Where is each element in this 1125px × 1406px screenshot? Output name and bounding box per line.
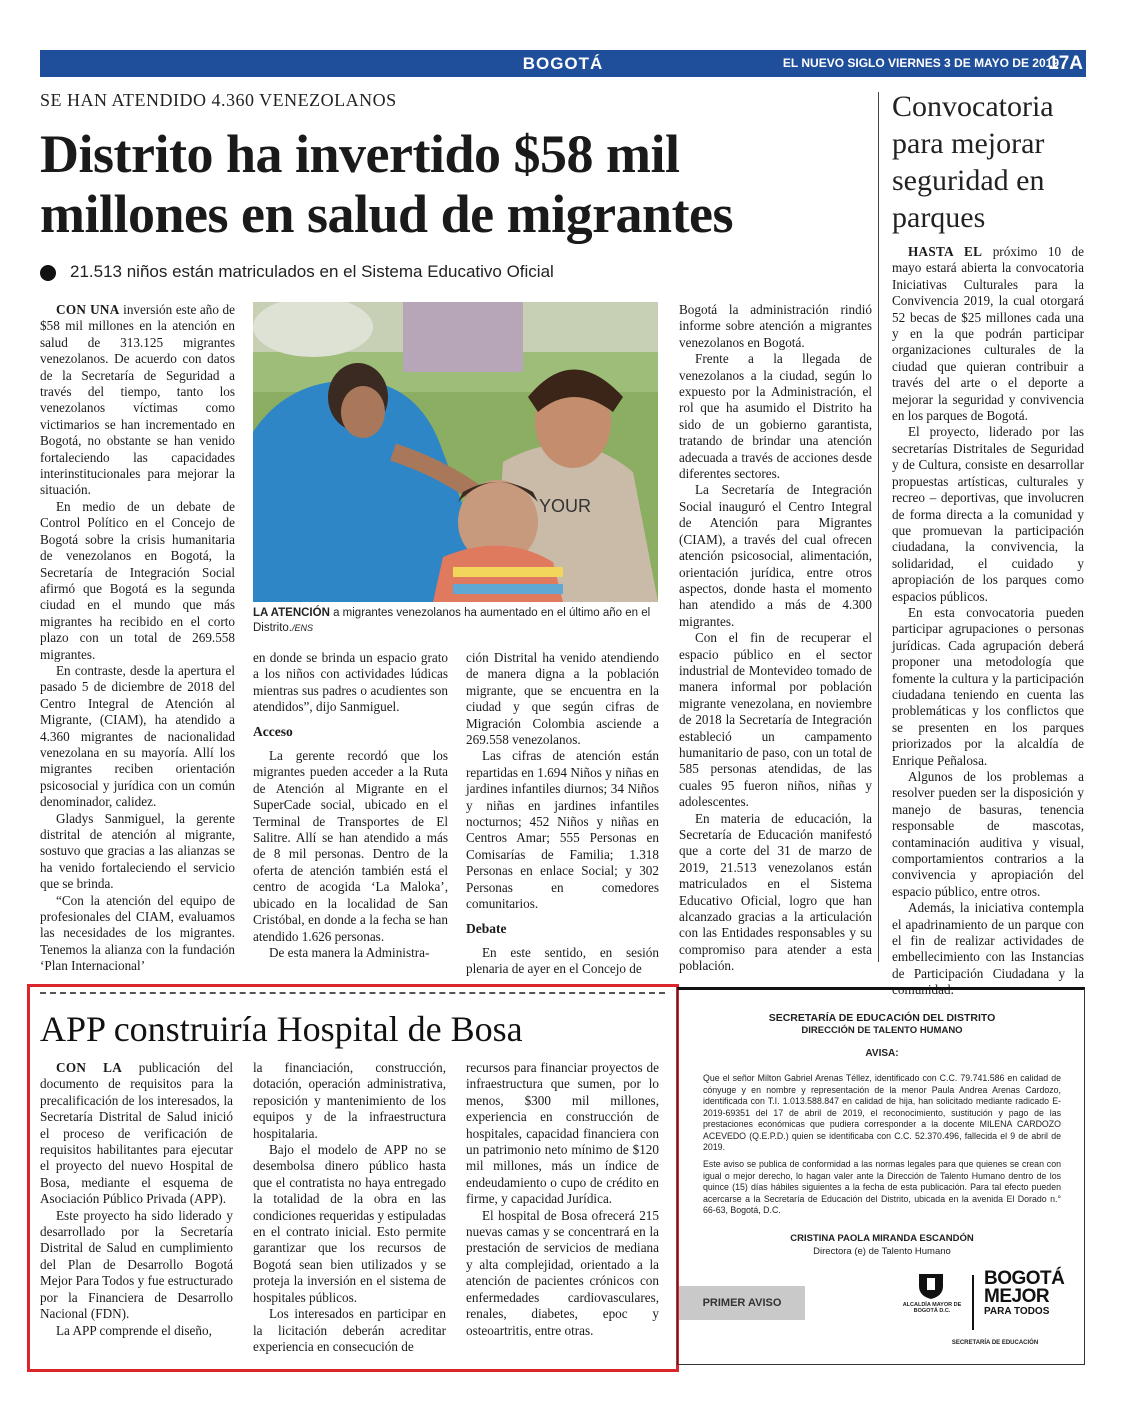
notice-heading: SECRETARÍA DE EDUCACIÓN DEL DISTRITO [768,1012,996,1024]
photo-caption: LA ATENCIÓN a migrantes venezolanos ha aumentado en el último año en el Distrito./ENS [253,607,651,634]
paragraph: ción Distrital ha venido atendiendo de manera digna a la población migrante, que se encuentra en la ciudad y que según cifras de Migración Colombia asciende a 269.558 venezolanos. [466,650,659,748]
paragraph: La Secretaría de Integración Social inauguró el Centro Integral de Atención para Migrantes (CIAM), a través del cual ofrecen atención psicosocial, alimentación, orientación jurídica, entre otros aspectos, donde hasta el momento han atendido a más de 4.300 migrantes. [679,482,872,629]
logo-divider [972,1275,974,1330]
paragraph: CON LA publicación del documento de requisitos para la precalificación de los interesados, la Secretaría Distrital de Salud inició el proceso de verificación de requisitos habilitantes para ejecutar el proyecto del nuevo Hospital de Bosa, mediante el esquema de Asociación Público Privada (APP). [40,1060,233,1207]
notice-signer-role: Directora (e) de Talento Humano [813,1246,951,1257]
bogota-logo-line1: BOGOTÁ [984,1268,1065,1289]
bosa-column-3 [466,1060,659,1339]
paragraph: en donde se brinda un espacio grato a los niños con actividades lúdicas mientras sus padres o acudientes son atendidos”, dijo Sanmiguel. [253,650,448,715]
story-column-3 [466,650,659,978]
paragraph: La gerente recordó que los migrantes pueden acceder a la Ruta de Atención al Migrante en el SuperCade social, ubicado en el Terminal de Transportes de El Salitre. Allí se han atendido a más de 8 mil personas. Dentro de la oferta de atención también está el centro de acogida ‘La Maloka’, ubicado en la localidad de San Cristóbal, en donde a la fecha se han atendido 1.626 personas. [253,748,448,944]
notice-signer: CRISTINA PAOLA MIRANDA ESCANDÓN [790,1233,974,1244]
paragraph: HASTA EL próximo 10 de mayo estará abierta la convocatoria Iniciativas Culturales para la Convivencia 2019, la cual otorgará 52 becas de $25 millones cada una y en la que podrán participar organizaciones culturales de la ciudad que quieran contribuir a través del arte o el deporte a mejorar la seguridad y convivencia en los parques de Bogotá. [892,244,1084,424]
paragraph: El hospital de Bosa ofrecerá 215 nuevas camas y se concentrará en la prestación de servicios de mediana y alta complejidad, orientado a la atención de pacientes crónicos con enfermedades cardiovasculares, renales, diabetes, epoc y osteoartritis, entre otras. [466,1207,659,1338]
sidebar-rule [878,92,879,962]
dashed-rule [40,992,665,994]
paragraph: En medio de un debate de Control Político en el Concejo de Bogotá sobre la crisis humanitaria de venezolanos en Bogotá, la Secretaría de Integración Social afirmó que Bogotá es la segunda ciudad en el mundo que más migrantes ha recibido en el corto plazo con un total de 269.558 migrantes. [40,498,235,662]
sidebar-body [892,244,1084,999]
paragraph: El proyecto, liderado por las secretarías Distritales de Seguridad y de Cultura, consiste en desarrollar propuestas artísticas, culturales y recreo – deportivas, que involucren de forma directa a la comunidad y que promuevan la participación ciudadana, la convivencia, la solidaridad, el cuidado y apropiación de los parques como espacios públicos. [892,424,1084,604]
paragraph: En materia de educación, la Secretaría de Educación manifestó que a corte del 31 de marzo de 2019, 21.513 venezolanos están matriculados en el Sistema Educativo Oficial, logro que han alcanzado gracias a la articulación con las Entidades responsables y su compromiso para atender a esta población. [679,810,872,974]
paragraph: Este proyecto ha sido liderado y desarrollado por la Secretaría Distrital de Salud en cumplimiento del Plan de Desarrollo Bogotá Mejor Para Todos y fue estructurado por la Financiera de Desarrollo Nacional (FDN). [40,1207,233,1322]
paragraph: En esta convocatoria pueden participar agrupaciones o personas jurídicas. Cada agrupación deberá proponer una metodología que fomente la cultura y la participación ciudadana teniendo en cuenta las problemáticas y los conflictos que se presenten en los parques priorizados por la alcaldía de Enrique Peñalosa. [892,604,1084,768]
page-number: 17A [1048,53,1083,74]
paragraph: Gladys Sanmiguel, la gerente distrital de atención al migrante, sostuvo que gracias a las alianzas se ha venido fortaleciendo el servicio que se brinda. [40,810,235,892]
paragraph: Bogotá la administración rindió informe sobre atención a migrantes venezolanos en Bogotá. [679,302,872,350]
secretaria-label: SECRETARÍA DE EDUCACIÓN [951,1340,1039,1346]
bosa-headline: APP construiría Hospital de Bosa [40,1009,523,1049]
alcaldia-label: ALCALDÍA MAYOR DE BOGOTÁ D.C. [902,1302,962,1314]
deck-bullet-icon [40,265,56,281]
paragraph: En contraste, desde la apertura el pasado 5 de diciembre de 2018 del Centro Integral de Atención al Migrante, (CIAM), ha atendido a 4.360 migrantes de nacionalidad venezolana en su mayoría. Allí los migrantes reciben orientación psicosocial y jurídica con un común denominador, calidez. [40,662,235,810]
paragraph: la financiación, construcción, dotación, operación administrativa, reposición y mantenimiento de los equipos y de la infraestructura hospitalaria. [253,1060,446,1141]
story-column-1 [40,302,235,975]
subheading-debate: Debate [466,920,507,936]
paragraph: Los interesados en participar en la licitación deberán acreditar experiencia en consecución de [253,1306,446,1354]
story-column-4 [679,302,872,975]
notice-paragraph-1: Que el señor Milton Gabriel Arenas Téllez, identificado con C.C. 79.741.586 en calidad de cónyuge y en nombre y representación de la menor Paula Andrea Arenas Cardozo, identificada con T.I. 1.013.588.847 en calidad de hija, han solicitado mediante radicado E-2019-69351 del 17 de abril de 2019, el reconocimiento, sustitución y pago de las prestaciones económicas que pudiera corresponder a la docente MILENA CARDOZO ACEVEDO (Q.E.P.D.) quien se identificaba con C.C. 52.370.496, fallecida el 9 de abril de 2019. [703,1073,1061,1152]
shirt-text: YOUR [539,496,592,516]
paragraph: “Con la atención del equipo de profesionales del CIAM, evaluamos las necesidades de los migrantes. Tenemos la alianza con la fundación ‘Plan Internacional’ [40,892,235,974]
paragraph: De esta manera la Administra- [269,944,430,960]
paragraph: Frente a la llegada de venezolanos a la ciudad, según lo expuesto por la Administración, el rol que ha asumido el Distrito ha sido de un gobierno garantista, tratando de brindar una atención adecuada a través de acciones desde diferentes sectores. [679,351,872,482]
first-notice-badge: PRIMER AVISO [679,1286,805,1320]
bosa-column-1 [40,1060,233,1339]
paragraph: Además, la iniciativa contempla el apadrinamiento de un parque con el fin de realizar actividades de embellecimiento con las Instancias de Participación Ciudadana y la comunidad. [892,900,1084,998]
paragraph: Las cifras de atención están repartidas en 1.694 Niños y niñas en jardines infantiles diurnos; 34 Niños y niñas en jardines infantiles nocturnos; 452 Niños y niñas en Centros Amar; 555 Personas en Comisarías de Familia; 1.318 Personas en enlace Social; y 302 Personas en comedores comunitarios. [466,748,659,912]
paragraph: recursos para financiar proyectos de infraestructura que sumen, por lo menos, $300 mil millones, experiencia en construcción de hospitales, capacidad financiera con un patrimonio neto mínimo de $120 mil millones, más un índice de endeudamiento o cupo de crédito en firme, y capacidad Jurídica. [466,1060,659,1207]
notice-subheading: DIRECCIÓN DE TALENTO HUMANO [801,1025,963,1036]
paragraph: La APP comprende el diseño, [56,1322,212,1338]
paragraph: En este sentido, en sesión plenaria de ayer en el Concejo de [466,944,659,977]
story-kicker: SE HAN ATENDIDO 4.360 VENEZOLANOS [40,90,397,110]
notice-paragraph-2: Este aviso se publica de conformidad a las normas legales para que quienes se crean con igual o mejor derecho, lo hagan valer ante la Dirección de Talento Humano dentro de los quince (15) días hábiles siguientes a la fecha de esta publicación. Para tal efecto pueden acercarse a la Secretaría de Educación del Distrito, ubicada en la avenida El Dorado n.° 66-63, Bogotá, D.C. [703,1159,1061,1215]
paragraph: Algunos de los problemas a resolver pueden ser la disposición y manejo de basuras, tenencia responsable de mascotas, contaminación auditiva y visual, comportamientos contrarios a la convivencia y apropiación del espacio público, entre otros. [892,769,1084,899]
story-photo [253,302,658,602]
paper-date-line: EL NUEVO SIGLO VIERNES 3 DE MAYO DE 2019 [782,56,1059,70]
sidebar-title: Convocatoria para mejorar seguridad en parques [892,90,1054,234]
story-deck: 21.513 niños están matriculados en el Sistema Educativo Oficial [70,262,554,281]
paragraph: Con el fin de recuperar el espacio público en el sector industrial de Montevideo tomado de manera informal por población migrante venezolana, en noviembre de 2018 la Secretaría de Integración estableció un campamento humanitario de paso, con un total de 585 personas atendidas, de las cuales 95 fueron niños, niñas y adolescentes. [679,630,872,810]
subheading-acceso: Acceso [253,723,293,739]
bogota-logo-line2: MEJOR [984,1286,1050,1307]
bogota-logo-line3: PARA TODOS [984,1306,1050,1317]
notice-avisa: AVISA: [865,1048,899,1059]
city-shield-icon [916,1272,946,1300]
story-headline: Distrito ha invertido $58 mil millones en salud de migrantes [40,124,734,244]
paragraph: Bajo el modelo de APP no se desembolsa dinero público hasta que el contratista no haya entregado la totalidad de la obra en las condiciones requeridas y estipuladas en el contrato inicial. Esto permite garantizar que los recursos de Bogotá sean bien utilizados y se proteja la inversión en el sistema de hospitales públicos. [253,1142,446,1305]
bosa-column-2 [253,1060,446,1355]
story-column-2 [253,650,448,961]
paragraph: CON UNA inversión este año de $58 mil millones en la atención en salud de 313.125 migrantes venezolanos. De acuerdo con datos de la Secretaría de Seguridad a través del tiempo, tanto los venezolanos víctimas como victimarios se han incrementado en Bogotá, no obstante se han venido fortaleciendo las capacidades interinstitucionales para mejorar la situación. [40,302,235,498]
section-name: BOGOTÁ [522,54,604,73]
